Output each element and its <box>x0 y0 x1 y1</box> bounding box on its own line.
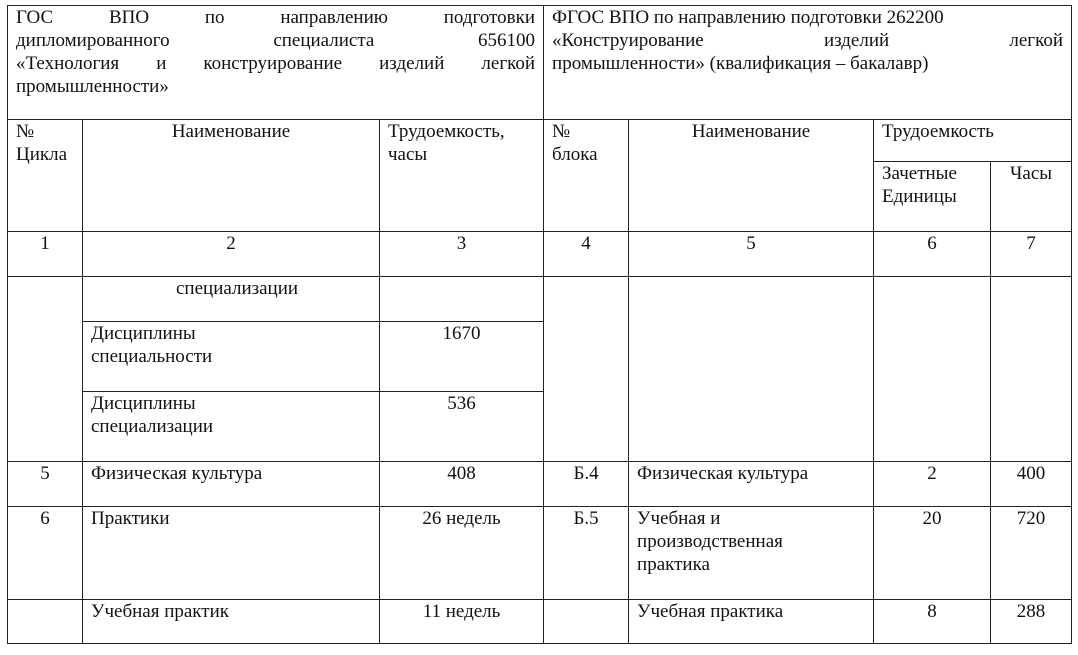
col-header-labor-hours: Трудоемкость, часы <box>380 120 544 232</box>
discipline-name-2: Учебная практика <box>629 600 874 644</box>
labor-hours: 26 недель <box>380 507 544 600</box>
hours: 720 <box>991 507 1072 600</box>
col-header-credits: Зачетные Единицы <box>874 162 991 232</box>
col-number: 5 <box>629 232 874 277</box>
col-number: 7 <box>991 232 1072 277</box>
discipline-name-2: Физическая культура <box>629 462 874 507</box>
specialty-disciplines-cell: Дисциплины специальности <box>83 322 380 392</box>
labor-hours: 11 недель <box>380 600 544 644</box>
specialization-disciplines-hours: 536 <box>380 392 544 462</box>
specialty-disciplines-hours: 1670 <box>380 322 544 392</box>
labor-hours: 408 <box>380 462 544 507</box>
discipline-name: Физическая культура <box>83 462 380 507</box>
table-row <box>8 277 1072 322</box>
table-row <box>8 462 1072 507</box>
specialization-cont-cell: специализации <box>83 277 380 322</box>
new-standard-title: ФГОС ВПО по направлению подготовки 262200 «Конструирование изделий легкой промышленности» (квалификация – бакалавр) <box>544 6 1072 120</box>
discipline-name: Практики <box>83 507 380 600</box>
col-number: 1 <box>8 232 83 277</box>
cycle-no: 5 <box>8 462 83 507</box>
specialization-disciplines-cell: Дисциплины специализации <box>83 392 380 462</box>
cycle-no: 6 <box>8 507 83 600</box>
column-number-row <box>8 232 1072 277</box>
hours: 288 <box>991 600 1072 644</box>
table-row <box>8 600 1072 644</box>
col-header-cycle-no: № Цикла <box>8 120 83 232</box>
col-header-block-no: № блока <box>544 120 629 232</box>
standards-header-row <box>8 6 1072 120</box>
hours: 400 <box>991 462 1072 507</box>
col-header-name: Наименование <box>83 120 380 232</box>
credits: 20 <box>874 507 991 600</box>
old-standard-title: ГОС ВПО по направлению подготовки дипломированного специалиста 656100 «Технология и конструирование изделий легкой промышленности» <box>8 6 544 120</box>
col-header-hours: Часы <box>991 162 1072 232</box>
col-number: 4 <box>544 232 629 277</box>
discipline-name-2: Учебная и производственная практика <box>629 507 874 600</box>
col-number: 2 <box>83 232 380 277</box>
col-header-name-2: Наименование <box>629 120 874 232</box>
block-no: Б.5 <box>544 507 629 600</box>
credits: 8 <box>874 600 991 644</box>
curriculum-comparison-table <box>7 5 1072 644</box>
discipline-name: Учебная практик <box>83 600 380 644</box>
block-no: Б.4 <box>544 462 629 507</box>
column-header-row <box>8 120 1072 162</box>
col-header-labor: Трудоемкость <box>874 120 1072 162</box>
credits: 2 <box>874 462 991 507</box>
col-number: 6 <box>874 232 991 277</box>
table-row <box>8 507 1072 600</box>
col-number: 3 <box>380 232 544 277</box>
